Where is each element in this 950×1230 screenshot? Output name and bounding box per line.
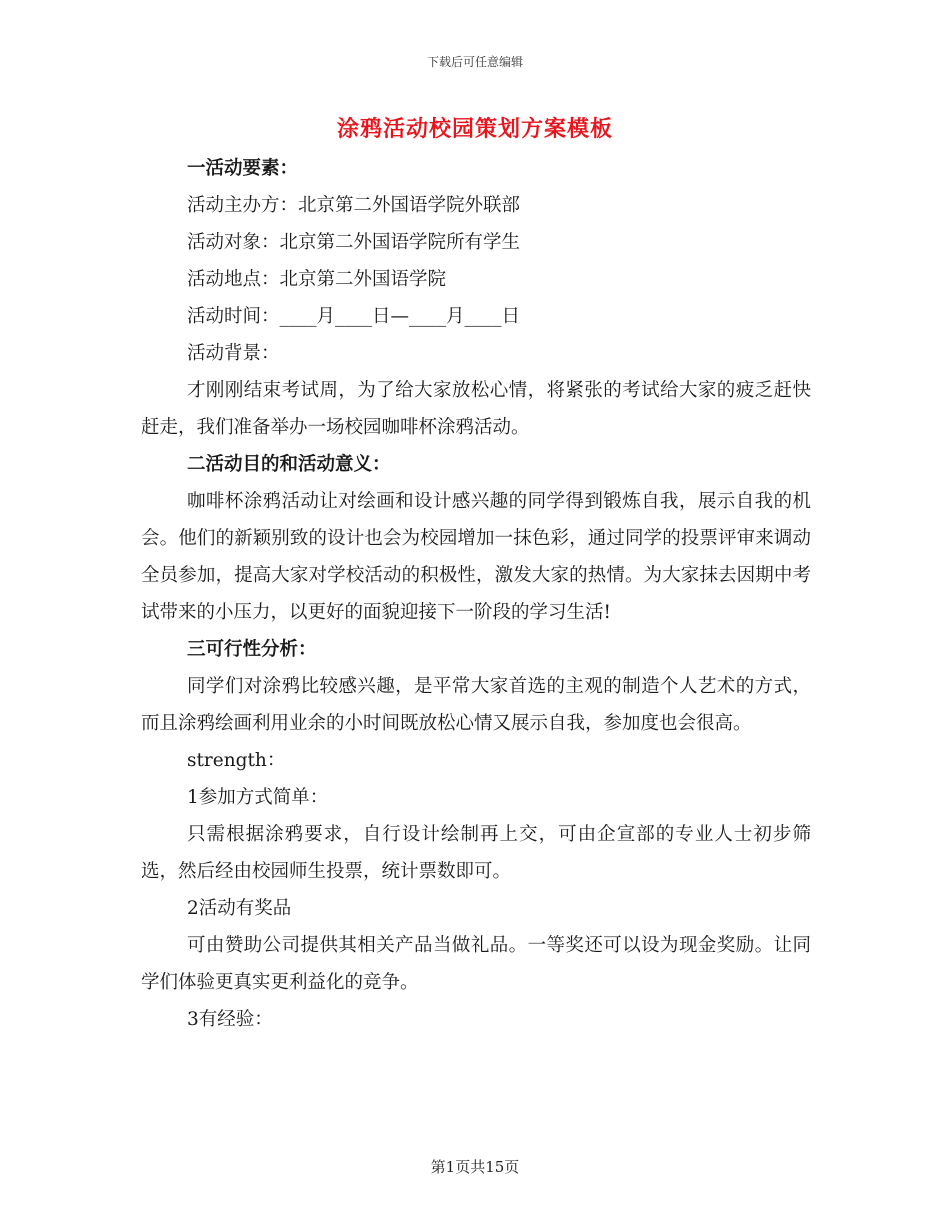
section-heading-1: 一活动要素： [187, 158, 299, 179]
document-body [141, 150, 811, 1038]
audience-line: 活动对象：北京第二外国语学院所有学生 [187, 232, 521, 253]
location-line: 活动地点：北京第二外国语学院 [187, 269, 447, 290]
item1-paragraph: 只需根据涂鸦要求，自行设计绘制再上交，可由企宣部的专业人士初步筛选，然后经由校园师生投票，统计票数即可。 [141, 824, 811, 882]
section-heading-3: 三可行性分析： [187, 639, 317, 660]
document-title: 涂鸦活动校园策划方案模板 [336, 116, 613, 142]
item2-paragraph: 可由赞助公司提供其相关产品当做礼品。一等奖还可以设为现金奖励。让同学们体验更真实更利益化的竞争。 [141, 935, 811, 993]
page-number: 第1页共15页 [430, 1158, 520, 1176]
item2-label: 2活动有奖品 [187, 898, 292, 919]
section-heading-2: 二活动目的和活动意义： [187, 454, 391, 475]
strength-label: strength： [187, 750, 286, 771]
item1-label: 1参加方式简单： [187, 787, 329, 808]
background-paragraph: 才刚刚结束考试周，为了给大家放松心情，将紧张的考试给大家的疲乏赶快赶走，我们准备举办一场校园咖啡杯涂鸦活动。 [141, 380, 811, 438]
feasibility-paragraph: 同学们对涂鸦比较感兴趣，是平常大家首选的主观的制造个人艺术的方式，而且涂鸦绘画利用业余的小时间既放松心情又展示自我，参加度也会很高。 [141, 676, 811, 734]
header-note: 下载后可任意编辑 [426, 55, 523, 69]
purpose-paragraph: 咖啡杯涂鸦活动让对绘画和设计感兴趣的同学得到锻炼自我，展示自我的机会。他们的新颖别致的设计也会为校园增加一抹色彩，通过同学的投票评审来调动全员参加，提高大家对学校活动的积极性，激发大家的热情。为大家抹去因期中考试带来的小压力，以更好的面貌迎接下一阶段的学习生活! [141, 491, 811, 623]
organizer-line: 活动主办方：北京第二外国语学院外联部 [187, 195, 521, 216]
item3-label: 3有经验： [187, 1009, 273, 1030]
background-label: 活动背景： [187, 343, 280, 364]
time-line: 活动时间：____月____日—____月____日 [187, 306, 521, 327]
